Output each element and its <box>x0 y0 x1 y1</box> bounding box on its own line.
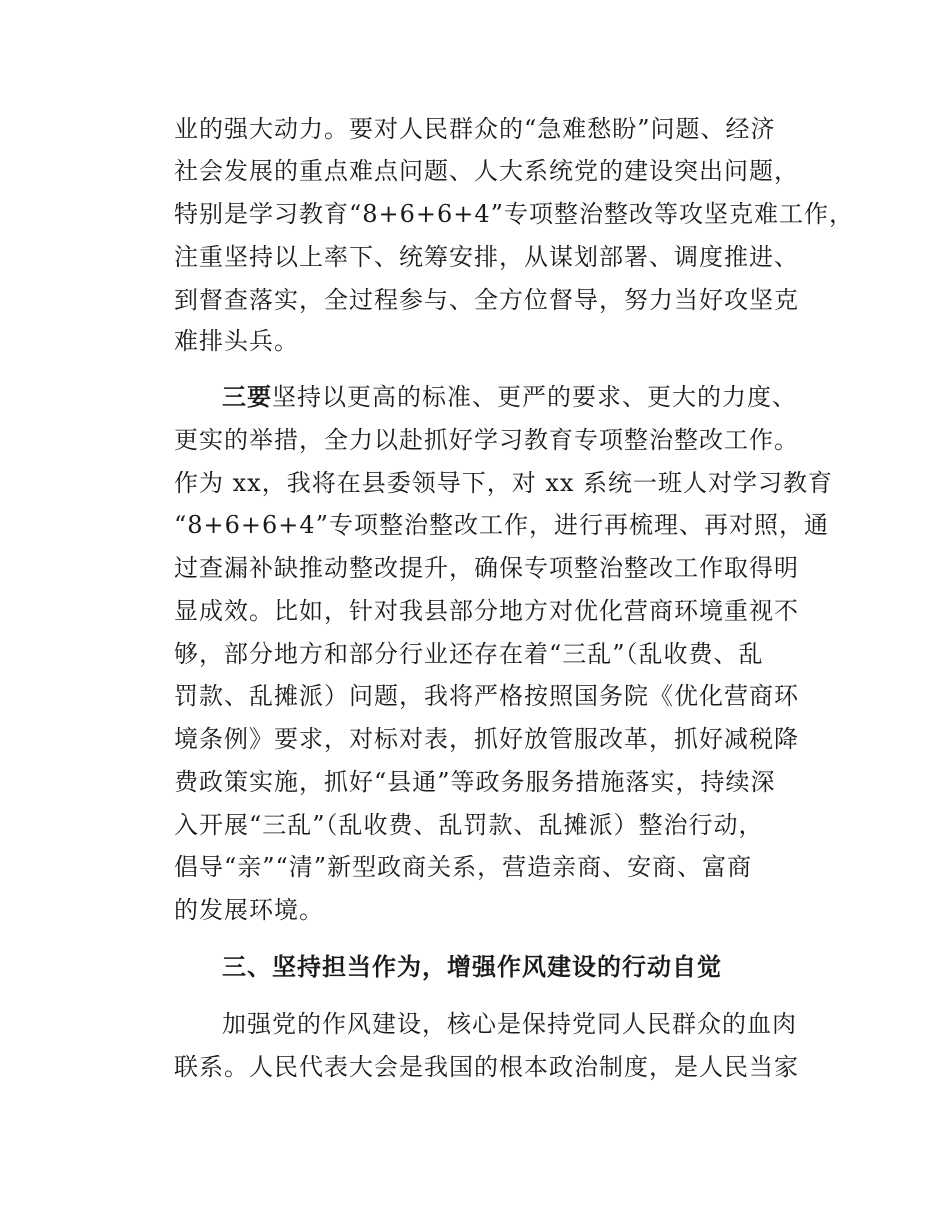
p2-line-8: 罚款、乱摊派）问题，我将严格按照国务院《优化营商环 <box>174 682 799 710</box>
p1-line-2: 社会发展的重点难点问题、人大系统党的建设突出问题， <box>174 157 799 185</box>
section-heading: 三、坚持担当作为，增强作风建设的行动自觉 <box>222 953 722 981</box>
p2-line-10: 费政策实施，抓好“县通”等政务服务措施落实，持续深 <box>174 768 776 796</box>
p2-line-11: 入开展“三乱”（乱收费、乱罚款、乱摊派）整治行动， <box>174 811 764 839</box>
p1-line-6: 难排头兵。 <box>174 327 299 355</box>
p1-line-4: 注重坚持以上率下、统筹安排，从谋划部署、调度推进、 <box>174 243 799 271</box>
p3-line-1: 加强党的作风建设，核心是保持党同人民群众的血肉 <box>222 1010 797 1038</box>
p1-line-1: 业的强大动力。要对人民群众的“急难愁盼”问题、经济 <box>174 115 776 143</box>
p2-lead-bold: 三要 <box>222 383 272 411</box>
p2-line-6: 显成效。比如，针对我县部分地方对优化营商环境重视不 <box>174 597 799 625</box>
p2-line-5: 过查漏补缺推动整改提升，确保专项整治整改工作取得明 <box>174 554 799 582</box>
p2-line-1 <box>222 382 797 412</box>
p1-line-5: 到督查落实，全过程参与、全方位督导，努力当好攻坚克 <box>174 286 799 314</box>
p2-line-2: 更实的举措，全力以赴抓好学习教育专项整治整改工作。 <box>174 426 799 454</box>
p2-line-9: 境条例》要求，对标对表，抓好放管服改革，抓好减税降 <box>174 725 799 753</box>
p3-line-2: 联系。人民代表大会是我国的根本政治制度，是人民当家 <box>174 1053 799 1081</box>
p2-first-line-rest: 坚持以更高的标准、更严的要求、更大的力度、 <box>272 383 797 411</box>
p2-line-3: 作为 xx，我将在县委领导下，对 xx 系统一班人对学习教育 <box>174 469 834 497</box>
p2-line-4: “8+6+6+4”专项整治整改工作，进行再梳理、再对照，通 <box>174 511 829 539</box>
p2-line-7: 够，部分地方和部分行业还存在着“三乱”（乱收费、乱 <box>174 640 764 668</box>
p2-line-13: 的发展环境。 <box>174 896 324 924</box>
p2-line-12: 倡导“亲”“清”新型政商关系，营造亲商、安商、富商 <box>174 853 753 881</box>
p1-line-3: 特别是学习教育“8+6+6+4”专项整治整改等攻坚克难工作， <box>174 200 854 228</box>
